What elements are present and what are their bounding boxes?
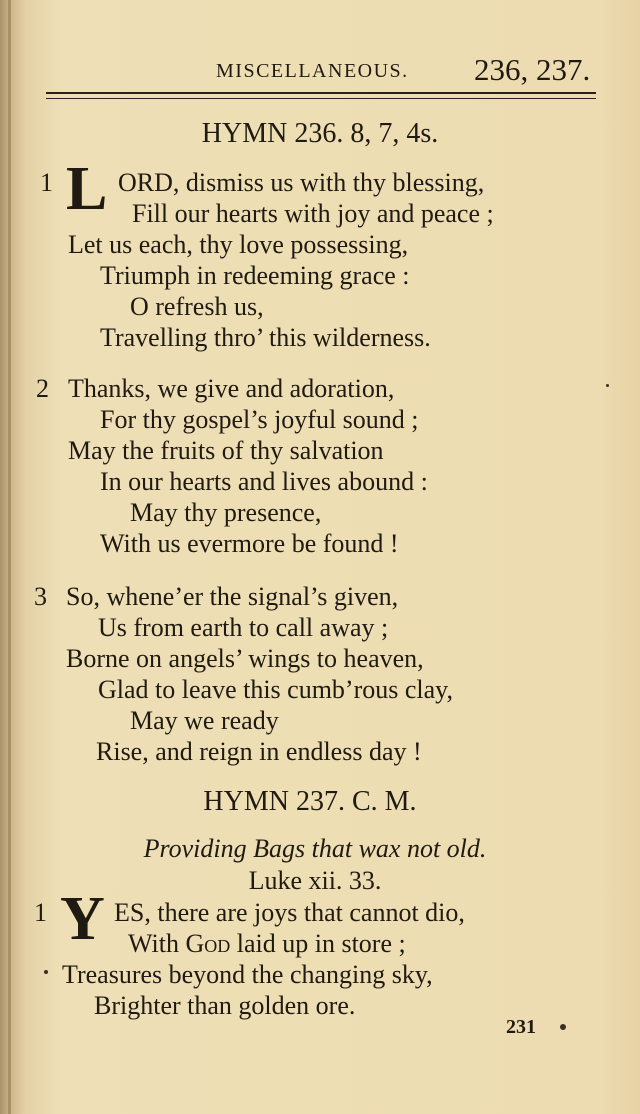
verse-line: Travelling thro’ this wilderness. bbox=[100, 323, 431, 352]
verse-line: O refresh us, bbox=[130, 292, 264, 321]
verse-line: May thy presence, bbox=[130, 498, 322, 527]
verse-number: 1 bbox=[34, 898, 47, 927]
verse-line: In our hearts and lives abound : bbox=[100, 467, 428, 496]
header-rule-thin bbox=[46, 98, 596, 99]
page-number: 231 bbox=[506, 1016, 536, 1038]
verse-line: Thanks, we give and adoration, bbox=[68, 374, 395, 403]
hymn-237-title: HYMN 237. C. M. bbox=[203, 786, 417, 817]
verse-line: For thy gospel’s joyful sound ; bbox=[100, 405, 419, 434]
drop-cap: L bbox=[66, 155, 108, 223]
ink-speck bbox=[44, 970, 48, 974]
verse-number: 2 bbox=[36, 374, 49, 403]
verse-line: Borne on angels’ wings to heaven, bbox=[66, 644, 424, 673]
drop-cap: Y bbox=[60, 885, 105, 953]
header-rule-thick bbox=[46, 92, 596, 94]
ink-speck bbox=[606, 384, 609, 387]
hymn-237-subtitle: Providing Bags that wax not old. bbox=[143, 834, 487, 863]
scripture-reference: Luke xii. 33. bbox=[248, 866, 382, 895]
verse-number: 1 bbox=[40, 168, 53, 197]
verse-line: ORD, dismiss us with thy blessing, bbox=[118, 168, 485, 197]
verse-line-part: With bbox=[128, 929, 186, 958]
ink-speck bbox=[560, 1024, 566, 1030]
verse-line-god: God bbox=[185, 929, 231, 958]
verse-line: Brighter than golden ore. bbox=[94, 991, 356, 1020]
verse-line: Fill our hearts with joy and peace ; bbox=[132, 199, 494, 228]
verse-line: Treasures beyond the changing sky, bbox=[62, 960, 433, 989]
verse-line: May we ready bbox=[130, 706, 279, 735]
verse-line-part: laid up in store ; bbox=[230, 929, 406, 958]
verse-line: ES, there are joys that cannot dio, bbox=[114, 898, 465, 927]
verse-number: 3 bbox=[34, 582, 47, 611]
verse-line: Glad to leave this cumb’rous clay, bbox=[98, 675, 453, 704]
verse-line: Rise, and reign in endless day ! bbox=[96, 737, 422, 766]
verse-line: Us from earth to call away ; bbox=[98, 613, 389, 642]
running-header-section: MISCELLANEOUS. bbox=[216, 60, 409, 82]
verse-line: Triumph in redeeming grace : bbox=[100, 261, 410, 290]
page-spine-shadow bbox=[8, 0, 11, 1114]
verse-line: So, whene’er the signal’s given, bbox=[66, 582, 399, 611]
running-header-hymn-numbers: 236, 237. bbox=[474, 52, 591, 87]
verse-line bbox=[128, 929, 406, 959]
verse-line: May the fruits of thy salvation bbox=[68, 436, 384, 465]
hymn-236-title: HYMN 236. 8, 7, 4s. bbox=[201, 118, 439, 149]
running-header bbox=[0, 52, 640, 92]
verse-line: Let us each, thy love possessing, bbox=[68, 230, 409, 259]
verse-line: With us evermore be found ! bbox=[100, 529, 399, 558]
